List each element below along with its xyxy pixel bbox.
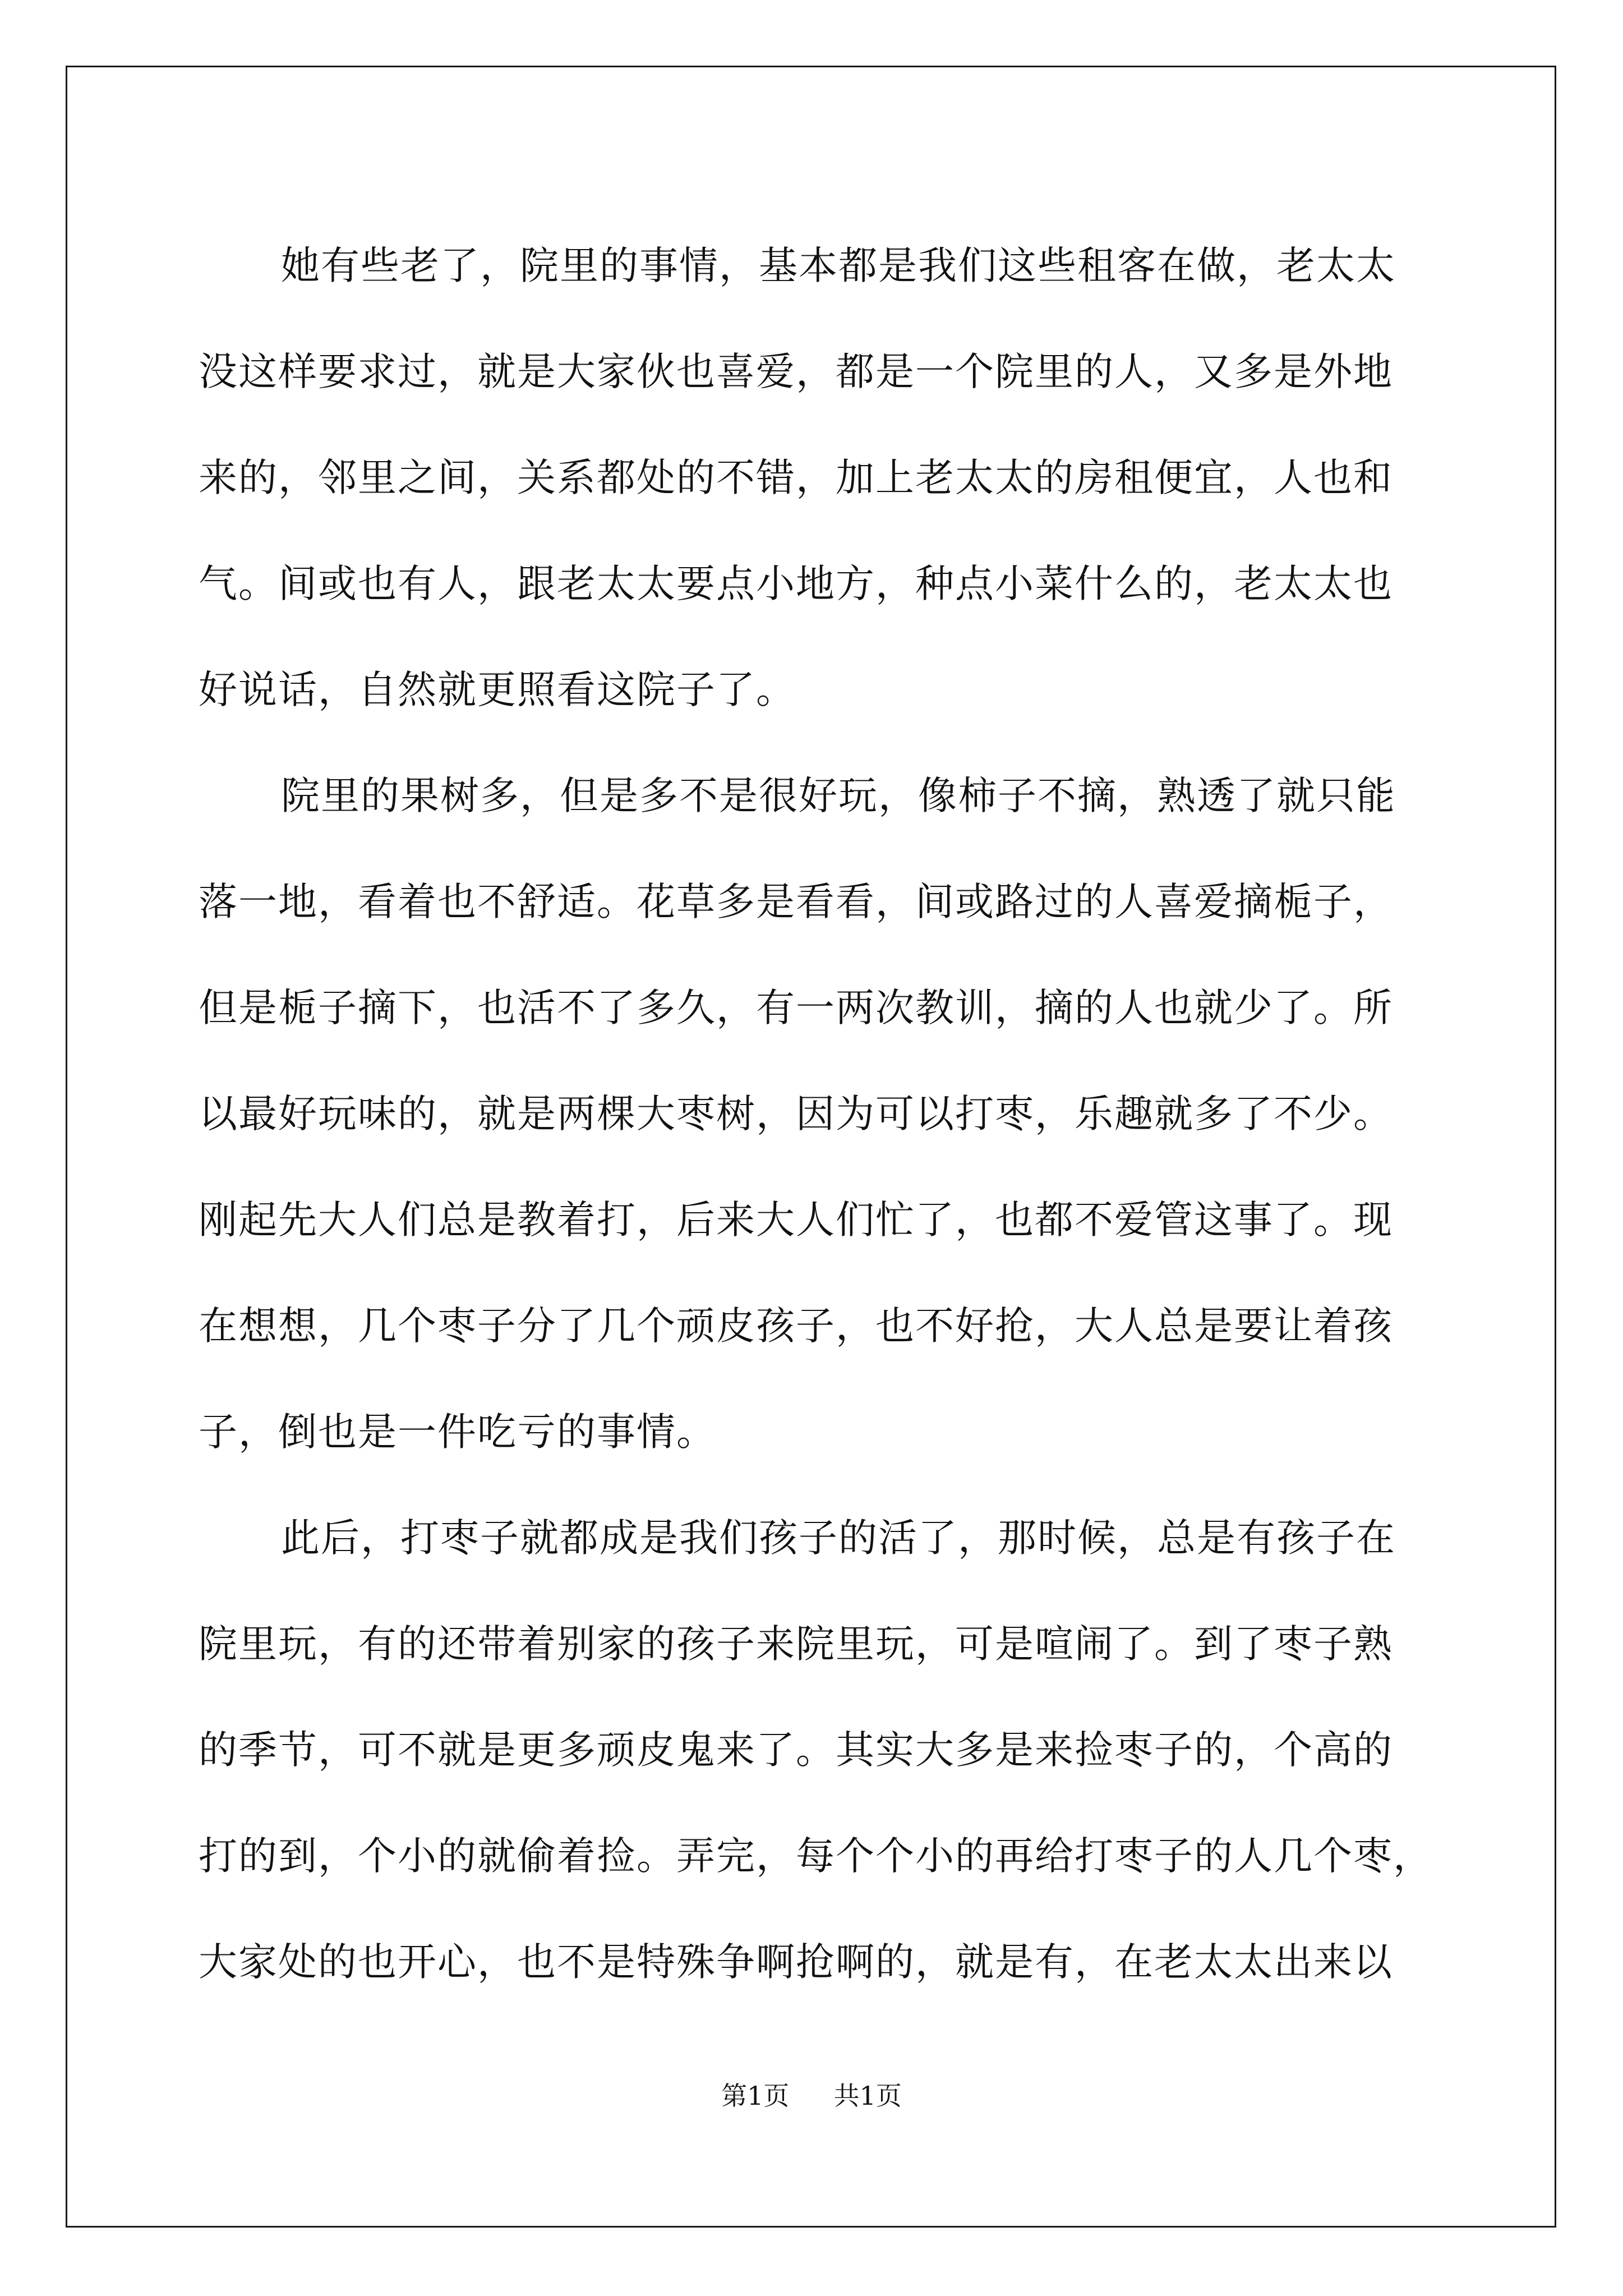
- text-line: 但是栀子摘下，也活不了多久，有一两次教训，摘的人也就少了。所: [199, 986, 1393, 1030]
- text-line: 子，倒也是一件吃亏的事情。: [199, 1410, 716, 1455]
- paragraph-3: [199, 1485, 1449, 2016]
- text-line: 好说话，自然就更照看这院子了。: [199, 668, 796, 712]
- text-line: 落一地，看着也不舒适。花草多是看看，间或路过的人喜爱摘栀子，: [199, 880, 1393, 924]
- text-line: 的季节，可不就是更多顽皮鬼来了。其实大多是来捡枣子的，个高的: [199, 1728, 1393, 1773]
- text-line: 大家处的也开心，也不是特殊争啊抢啊的，就是有，在老太太出来以: [199, 1940, 1393, 1985]
- text-line: 以最好玩味的，就是两棵大枣树，因为可以打枣，乐趣就多了不少。: [199, 1092, 1393, 1137]
- document-body: [199, 213, 1449, 2016]
- page-number-current: 第1页: [721, 2081, 790, 2111]
- text-line: 来的，邻里之间，关系都处的不错，加上老太太的房租便宜，人也和: [199, 455, 1393, 500]
- text-line: 气。间或也有人，跟老太太要点小地方，种点小菜什么的，老太太也: [199, 562, 1393, 606]
- text-line: 在想想，几个枣子分了几个顽皮孩子，也不好抢，大人总是要让着孩: [199, 1304, 1393, 1349]
- text-line: 院里玩，有的还带着别家的孩子来院里玩，可是喧闹了。到了枣子熟: [199, 1622, 1393, 1667]
- paragraph-2: [199, 743, 1449, 1485]
- page-number-total: 共1页: [833, 2081, 902, 2111]
- text-line: 打的到，个小的就偷着捡。弄完，每个个小的再给打枣子的人几个枣，: [199, 1834, 1433, 1879]
- text-line: 刚起先大人们总是教着打，后来大人们忙了，也都不爱管这事了。现: [199, 1198, 1393, 1243]
- text-line: 此后，打枣子就都成是我们孩子的活了，那时候，总是有孩子在: [281, 1516, 1396, 1561]
- page-footer: [0, 2076, 1623, 2113]
- text-line: 她有些老了，院里的事情，基本都是我们这些租客在做，老太太: [281, 243, 1396, 288]
- text-line: 院里的果树多，但是多不是很好玩，像柿子不摘，熟透了就只能: [281, 774, 1396, 818]
- paragraph-1: [199, 213, 1449, 743]
- text-line: 没这样要求过，就是大家伙也喜爱，都是一个院里的人，又多是外地: [199, 349, 1393, 394]
